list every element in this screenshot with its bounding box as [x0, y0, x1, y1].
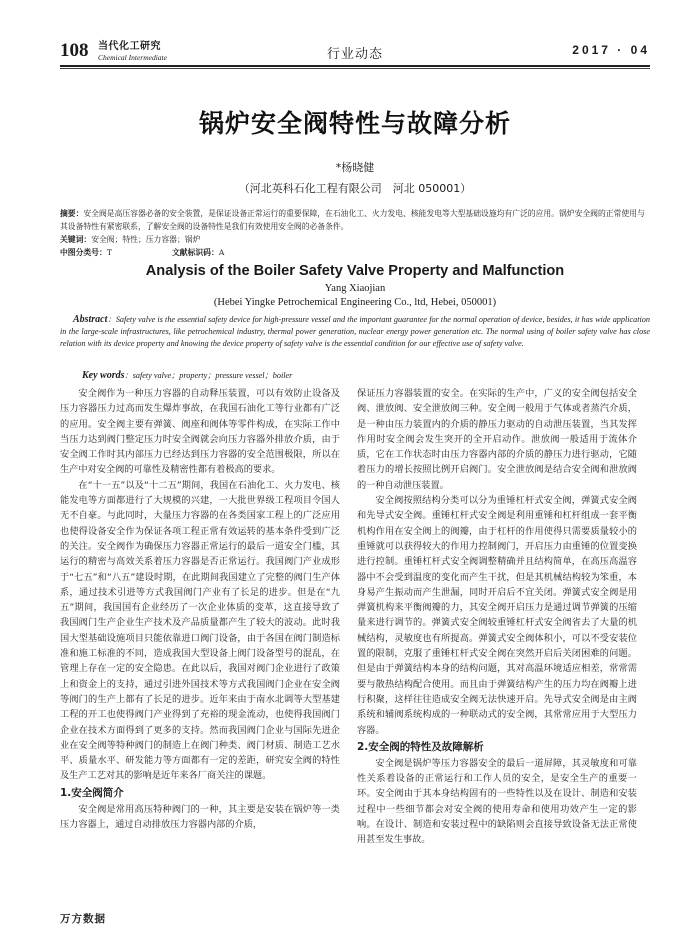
abstract-cn: [60, 207, 650, 259]
page-header: [60, 38, 650, 68]
body-paragraph: 保证压力容器装置的安全。在实际的生产中，广义的安全阀包括安全阀、泄放阀、安全泄放阀三种。安全阀一般用于气体或者蒸汽介质，是一种由压力装置内的介质的静压力驱动的自动泄压装置，当其发挥作用时安全阀会发生突开的全开启动作。泄放阀一般适用于流体介质，它在工作状态时由压力容器内部的介质的静压力进行驱动，它随着压力的增长按照比例开启阀门。安全泄放阀是结合安全阀和泄放阀的一种自动泄压装置。: [357, 388, 637, 491]
doc-code-label: 文献标识码：: [171, 248, 219, 257]
abstract-cn-text: 安全阀是高压容器必备的安全装置，是保证设备正常运行的重要保障，在石油化工、火力发电、核能发电等大型基础设施均有广泛的应用。锅炉安全阀的正常使用与其设备特性有紧密联系，了解安全阀的设备特性是我们有效使用安全阀的必备条件。: [60, 209, 645, 231]
body-paragraph: 安全阀按照结构分类可以分为重锤杠杆式安全阀，弹簧式安全阀和先导式安全阀。重锤杠杆式安全阀是利用重锤和杠杆组成一套平衡机构作用在安全阀上的阀瓣，由于杠杆的作用使得只需要质量较小的重锤就可以获得较大的作用力控制阀门，开启压力由重锤的位置变换进行控制。重锤杠杆式安全阀调整精确并且结构简单，在高压高温容器中不会受到温度的变化而产生干扰，但是其机械结构较为笨重，本身易产生振动而产生泄漏，同时开启后不宜关闭。弹簧式安全阀是用弹簧机构来平衡阀瓣的力，其安全阀开启压力是通过调节弹簧的压缩量来进行调节的。弹簧式安全阀较重锤杠杆式安全阀省去了大量的机械结构，灵敏度也有所提高。弹簧式安全阀体积小，可以不受安装位置的限制，克服了重锤杠杆式安全阀在突然开启后关闭困难的问题。但是由于弹簧结构本身的结构问题，其对高温环境适应相差，常常需要与散热结构配合使用。而且由于弹簧结构产生的压力均在阀瓣上进行积聚，这样往往造成安全阀无法快速开启。先导式安全阀是由主阀系统和辅阀系统构成的一种联动式的安全阀，其常常应用于大型压力容器。: [357, 495, 637, 736]
article-author: *杨晓健: [335, 161, 375, 174]
body-paragraph: 安全阀是锅炉等压力容器安全的最后一道屏障，其灵敏度和可靠性关系着设备的正常运行和工作人员的安全，是安全生产的重要一环。安全阀由于其本身结构固有的一些特性以及在设计、制造和安装过程中一些细节都会对安全阀的使用寿命和使用功效产生一定的影响。在设计、制造和安装过程中的缺陷则会直接导致设备无法正常使用甚至发生事故。: [357, 757, 637, 846]
english-abstract-label: Abstract: [72, 314, 108, 325]
english-author: Yang Xiaojian: [324, 283, 386, 294]
english-affiliation: (Hebei Yingke Petrochemical Engineering Co., ltd, Hebei, 050001): [213, 297, 497, 308]
english-abstract-text: Safety valve is the essential safety device for high-pressure vessel and the important guarantee for the normal operation of device, besides, it has wide application in the large-scale infrastructures, like petrochemical industry, thermal power generation, nuclear energy power generation etc. The normal using of boiler safety valve has close relation with its device property and knowing the device property of safety valve is the essential condition for our effective use of safety valve.: [60, 315, 650, 349]
english-keywords-label: Key words: [82, 370, 125, 381]
header-rule-thin: [60, 68, 650, 69]
body-paragraph: 在“十一五”以及“十二五”期间，我国在石油化工、火力发电、核能发电等方面都进行了大规模的兴建，一大批世界级工程项目令国人无不自豪。与此同时，大量压力容器的在各类国家工程上的广泛应用也使得设备安全作为保证各项工程正常有效运转的基本条件受到广泛的关注。安全阀作为确保压力容器正常运行的最后一道安全门槛，其运行的精密与高效关系着压力容器是否正常运行。我国阀门产业成形于“七五”和“八五”建设时期，在此期间我国建立了完整的阀门生产体系，通过技术引进等方式我国阀门产业有了长足的进步。但是在“九五”期间，我国国有企业经历了一次企业体质的变革，这直接导致了我国阀门生产企业生产技术及产品质量都产生了较大的波动。此时我国大型基础设施项目只能依靠进口阀门设备，由于各国在阀门制造标准和施工标准的不同，造成我国大型设备上阀门设备型号的混乱，在管理上存在一定的安全隐患。在此以后，我国对阀门企业进行了政策上和资金上的支持，通过引进外国技术等方式我国阀门企业在安全阀等阀门的生产上都有了长足的进步。近年来由于南水北调等大型基建工程的开工也使得阀门产业得到了充裕的现金流动，也使得我国阀门企业在技术方面得到了更多的支持。然而我国阀门企业与国际先进企业在安全阀等特种阀门的制造上在阀门种类、阀门材质、制造工艺水平、质量水平、研发能力等方面都有一定的差距，研究安全阀的特性及生产工艺对其的影响是近年来各厂商关注的课题。: [60, 479, 340, 782]
clc-value: T: [106, 248, 112, 257]
english-keywords-colon: ：: [124, 371, 133, 380]
keywords-cn-label: 关键词：: [60, 235, 92, 244]
header-rule: [60, 65, 650, 67]
footer-source: 万方数据: [60, 913, 106, 925]
classification-row: [60, 246, 650, 259]
section-heading: 2.安全阀的特性及故障解析: [357, 740, 484, 753]
article-title: 锅炉安全阀特性与故障分析: [198, 109, 511, 138]
section-name: 行业动态: [326, 47, 383, 62]
abstract-cn-row: [60, 207, 650, 233]
english-keywords-text: safety valve；property；pressure vessel；boiler: [132, 371, 293, 380]
journal-name-en: Chemical Intermediate: [98, 53, 167, 62]
issue-number: 2017 · 04: [572, 43, 650, 57]
english-abstract-colon: ：: [107, 315, 116, 324]
english-title: Analysis of the Boiler Safety Valve Property and Malfunction: [145, 263, 565, 279]
abstract-cn-label: 摘要：: [60, 209, 84, 218]
journal-name-cn: 当代化工研究: [98, 41, 161, 52]
body-paragraph: 安全阀作为一种压力容器的自动释压装置，可以有效防止设备及压力容器压力过高而发生爆炸事故，在我国石油化工等行业都有广泛的应用。安全阀主要有弹簧、阀座和阀体等零件构成，在实际工作中当压力达到阀门整定压力时安全阀就会向压力容器外排放介质，由于安全阀工作时其内部压力已经达到压力容器的安全范围极限，所以在生产中对安全阀的可靠性及精密性都有着极高的要求。: [60, 388, 340, 476]
body-column-left: [60, 386, 340, 832]
body-paragraph: 安全阀是常用高压特种阀门的一种，其主要是安装在锅炉等一类压力容器上，通过自动排放压力容器内部的介质，: [60, 803, 340, 831]
section-heading: 1.安全阀简介: [60, 786, 124, 799]
english-keywords: [82, 370, 642, 381]
article-affiliation: （河北英科石化工程有限公司 河北 050001）: [238, 182, 472, 195]
keywords-cn-row: [60, 233, 650, 246]
keywords-cn: 安全阀；特性；压力容器；锅炉: [91, 235, 201, 244]
body-column-right: [357, 386, 637, 848]
english-abstract: [60, 314, 650, 351]
page-number: 108: [60, 40, 89, 61]
clc-label: 中图分类号：: [60, 248, 107, 257]
doc-code-value: A: [218, 248, 225, 257]
